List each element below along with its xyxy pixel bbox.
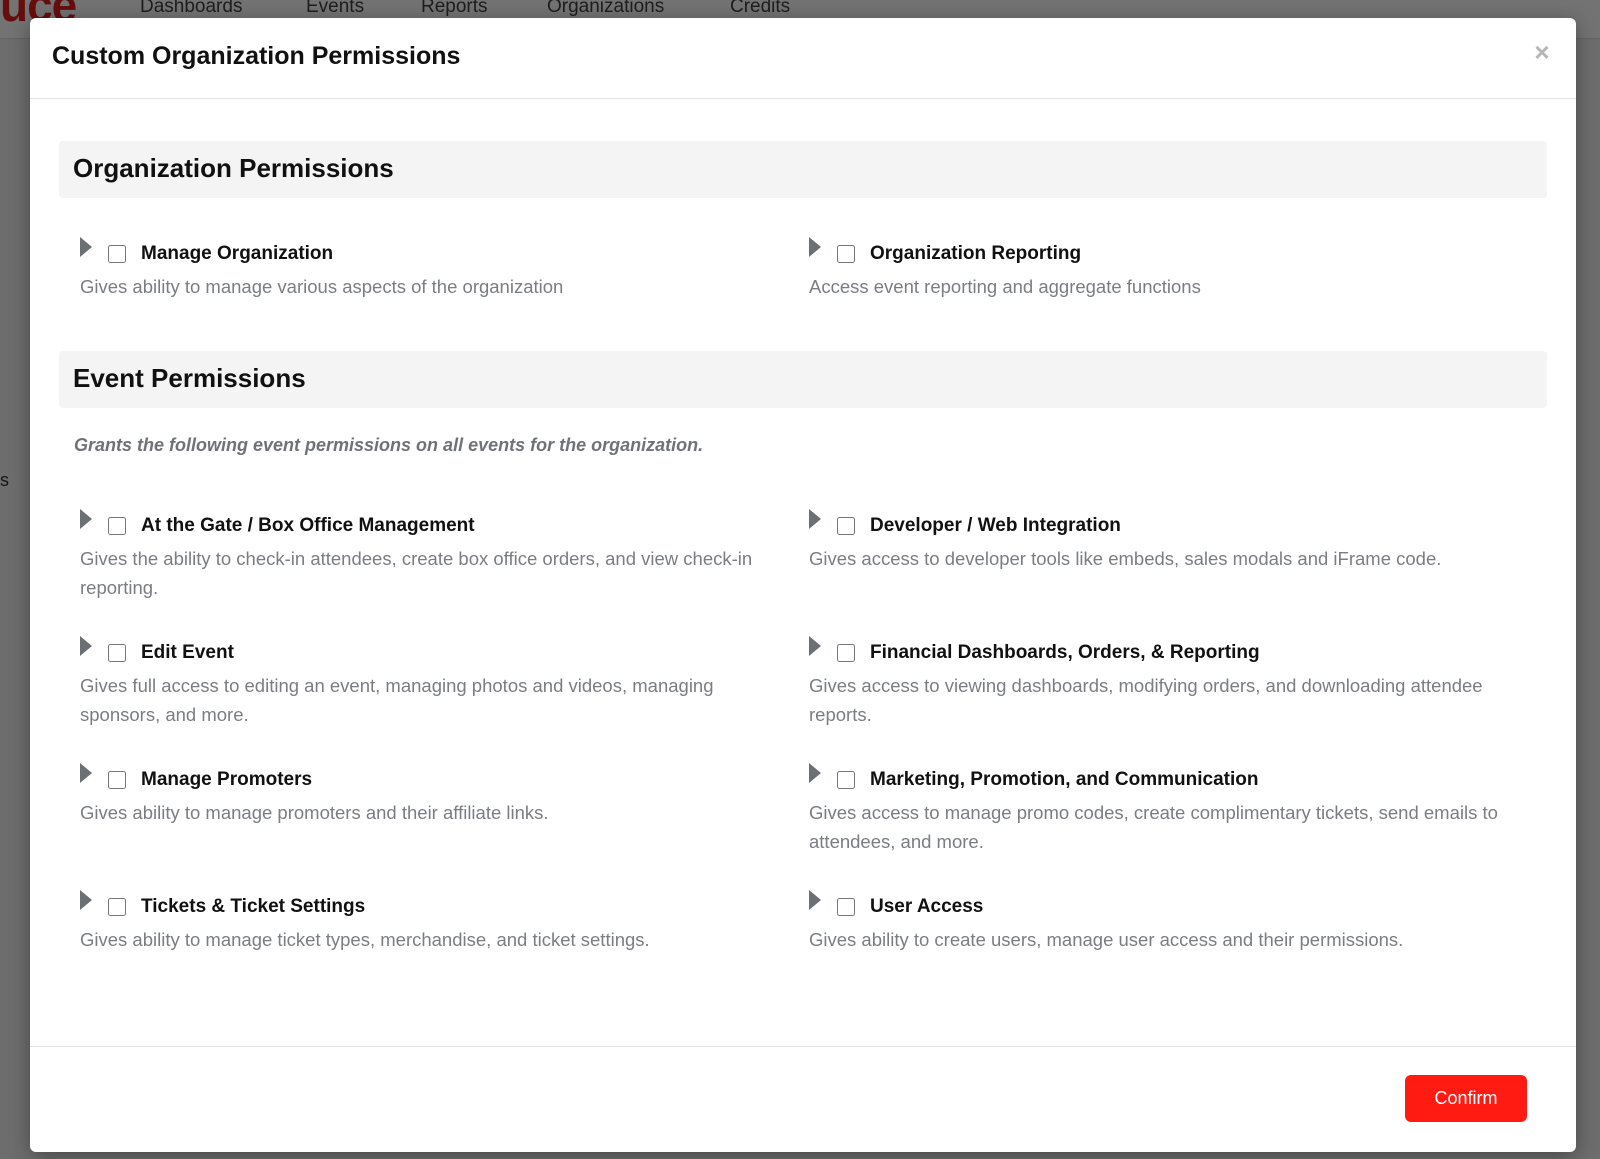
- section-title: Organization Permissions: [73, 153, 394, 183]
- permission-checkbox[interactable]: [108, 517, 126, 535]
- event-permissions-header: [59, 351, 1547, 408]
- permission-description: Gives ability to create users, manage user access and their permissions.: [809, 929, 1404, 950]
- permission-label: Manage Organization: [141, 243, 334, 264]
- permission-label: Developer / Web Integration: [870, 515, 1121, 536]
- confirm-button[interactable]: Confirm: [1405, 1075, 1527, 1122]
- permissions-modal: [30, 18, 1576, 1152]
- section-title: Event Permissions: [73, 363, 306, 393]
- permission-financial: [809, 642, 1499, 725]
- permission-label: User Access: [870, 896, 984, 917]
- permission-checkbox[interactable]: [108, 245, 126, 263]
- permission-description: Gives access to developer tools like embeds, sales modals and iFrame code.: [809, 548, 1442, 569]
- permission-manage-organization: [80, 243, 770, 297]
- permission-checkbox[interactable]: [837, 245, 855, 263]
- permission-label: Organization Reporting: [870, 243, 1082, 264]
- modal-header: [30, 18, 1576, 99]
- permission-label: Manage Promoters: [141, 769, 313, 790]
- permission-box-office: [80, 515, 770, 598]
- permission-checkbox[interactable]: [837, 644, 855, 662]
- permission-label: Tickets & Ticket Settings: [141, 896, 366, 917]
- permission-marketing: [809, 769, 1499, 852]
- permission-description: Gives full access to editing an event, managing photos and videos, managing sponsors, and more.: [80, 675, 714, 725]
- permission-label: Edit Event: [141, 642, 234, 663]
- permission-description: Gives access to viewing dashboards, modifying orders, and downloading attendee reports.: [809, 675, 1483, 725]
- expand-caret-icon[interactable]: [809, 763, 821, 783]
- modal-title: Custom Organization Permissions: [52, 42, 461, 70]
- permission-edit-event: [80, 642, 770, 725]
- permission-description: Gives the ability to check-in attendees, create box office orders, and view check-in reporting.: [80, 548, 753, 598]
- expand-caret-icon[interactable]: [80, 890, 92, 910]
- permission-organization-reporting: [809, 243, 1499, 297]
- permission-description: Gives ability to manage various aspects of the organization: [80, 276, 564, 297]
- permission-user-access: [809, 896, 1499, 950]
- org-permissions-header: [59, 141, 1547, 198]
- permission-description: Gives ability to manage ticket types, merchandise, and ticket settings.: [80, 929, 650, 950]
- permission-checkbox[interactable]: [837, 517, 855, 535]
- permission-description: Access event reporting and aggregate functions: [809, 276, 1201, 297]
- expand-caret-icon[interactable]: [80, 763, 92, 783]
- permission-label: Financial Dashboards, Orders, & Reporting: [870, 642, 1260, 663]
- expand-caret-icon[interactable]: [80, 237, 92, 257]
- permission-checkbox[interactable]: [837, 898, 855, 916]
- permission-checkbox[interactable]: [108, 898, 126, 916]
- permission-developer: [809, 515, 1499, 569]
- permission-description: Gives ability to manage promoters and their affiliate links.: [80, 802, 549, 823]
- modal-body: [30, 99, 1576, 1064]
- permission-checkbox[interactable]: [837, 771, 855, 789]
- permission-description: Gives access to manage promo codes, create complimentary tickets, send emails to attendees, and more.: [809, 802, 1498, 852]
- permission-label: Marketing, Promotion, and Communication: [870, 769, 1259, 790]
- permission-tickets: [80, 896, 770, 950]
- expand-caret-icon[interactable]: [809, 890, 821, 910]
- permission-manage-promoters: [80, 769, 770, 823]
- permission-checkbox[interactable]: [108, 771, 126, 789]
- event-permissions-note: Grants the following event permissions on all events for the organization.: [74, 435, 704, 455]
- expand-caret-icon[interactable]: [809, 636, 821, 656]
- expand-caret-icon[interactable]: [809, 509, 821, 529]
- expand-caret-icon[interactable]: [80, 509, 92, 529]
- modal-footer: [30, 1046, 1576, 1152]
- permission-label: At the Gate / Box Office Management: [141, 515, 475, 536]
- expand-caret-icon[interactable]: [809, 237, 821, 257]
- permission-checkbox[interactable]: [108, 644, 126, 662]
- close-button[interactable]: ×: [1530, 40, 1554, 64]
- expand-caret-icon[interactable]: [80, 636, 92, 656]
